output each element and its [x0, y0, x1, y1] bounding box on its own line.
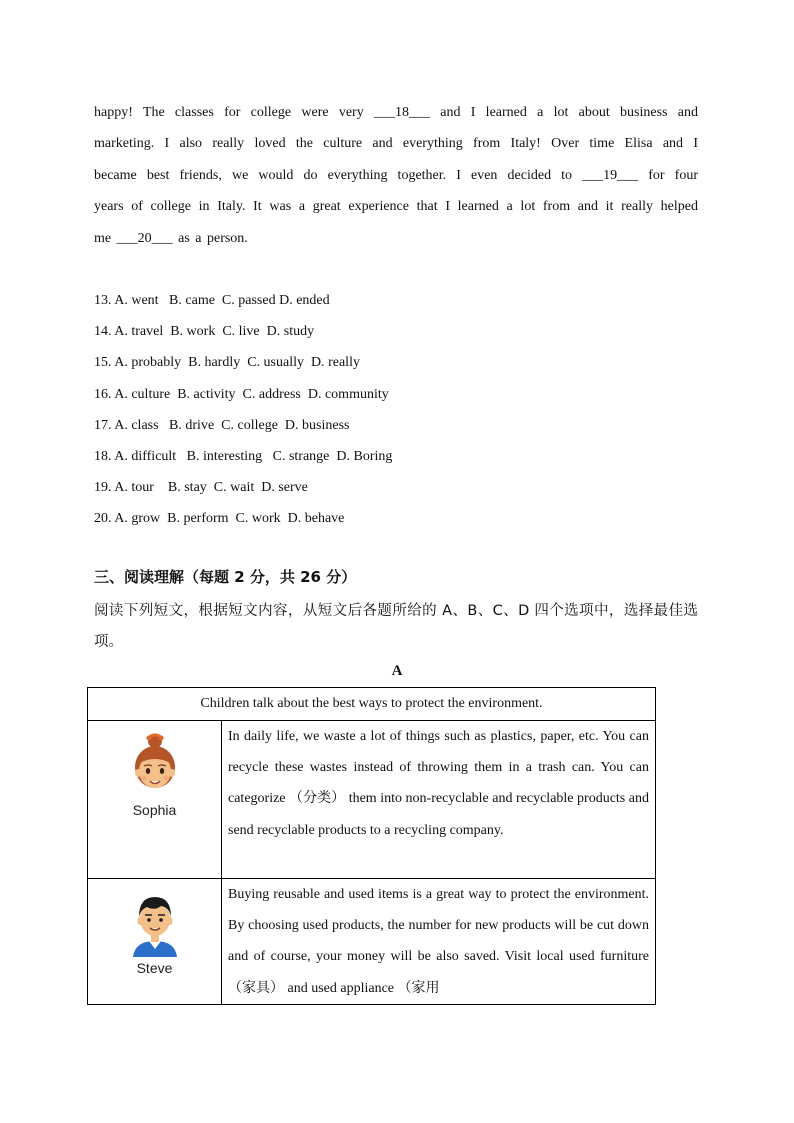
environment-table [87, 687, 656, 1005]
passage-line: happy! The classes for college were very ___18___ and I learned a lot about business and [94, 105, 698, 120]
section-title: 三、阅读理解（每题 2 分，共 26 分） [94, 568, 357, 586]
sophia-text: In daily life, we waste a lot of things such as plastics, paper, etc. You can recycle these wastes instead of throwing them in a trash can. You can categorize （分类） them into non-recyclable and recyclable products and send recyclable products to a recycling company. [222, 721, 656, 879]
question-13: 13. A. went B. came C. passed D. ended [94, 293, 330, 308]
question-list [94, 285, 594, 535]
avatar-name-steve: Steve [136, 960, 173, 976]
table-header-row [88, 688, 656, 721]
passage-line: became best friends, we would do everything together. I even decided to ___19___ for four [94, 167, 698, 183]
table-row [88, 721, 656, 879]
question-17: 17. A. class B. drive C. college D. business [94, 417, 350, 433]
question-14: 14. A. travel B. work C. live D. study [94, 324, 315, 340]
question-19: 19. A. tour B. stay C. wait D. serve [94, 480, 308, 496]
question-18: 18. A. difficult B. interesting C. strange D. Boring [94, 449, 393, 465]
question-20: 20. A. grow B. perform C. work D. behave [94, 511, 345, 527]
passage-label: A [391, 663, 403, 679]
girl-avatar-icon [125, 731, 185, 799]
steve-text: Buying reusable and used items is a great way to protect the environment. By choosing used products, the number for new products will be cut down and of course, your money will be also saved. Visit local used furniture （家具） and used appliance （家用 [222, 879, 656, 1005]
boy-avatar-icon [125, 889, 185, 957]
passage-line: me ___20___ as a person. [94, 230, 248, 246]
avatar-name-sophia: Sophia [132, 802, 177, 818]
cloze-passage [94, 97, 698, 254]
section-instructions: 阅读下列短文，根据短文内容，从短文后各题所给的 A、B、C、D 四个选项中，选择最佳选项。 [94, 603, 698, 650]
avatar-cell [88, 721, 222, 879]
table-header: Children talk about the best ways to protect the environment. [88, 688, 656, 721]
passage-line: marketing. I also really loved the culture and everything from Italy! Over time Elisa and I [94, 136, 698, 152]
question-15: 15. A. probably B. hardly C. usually D. really [94, 355, 360, 371]
question-16: 16. A. culture B. activity C. address D. community [94, 386, 389, 402]
table-row [88, 879, 656, 1005]
passage-line: years of college in Italy. It was a great experience that I learned a lot from and it really helped [94, 199, 698, 215]
avatar-cell [88, 879, 222, 1005]
